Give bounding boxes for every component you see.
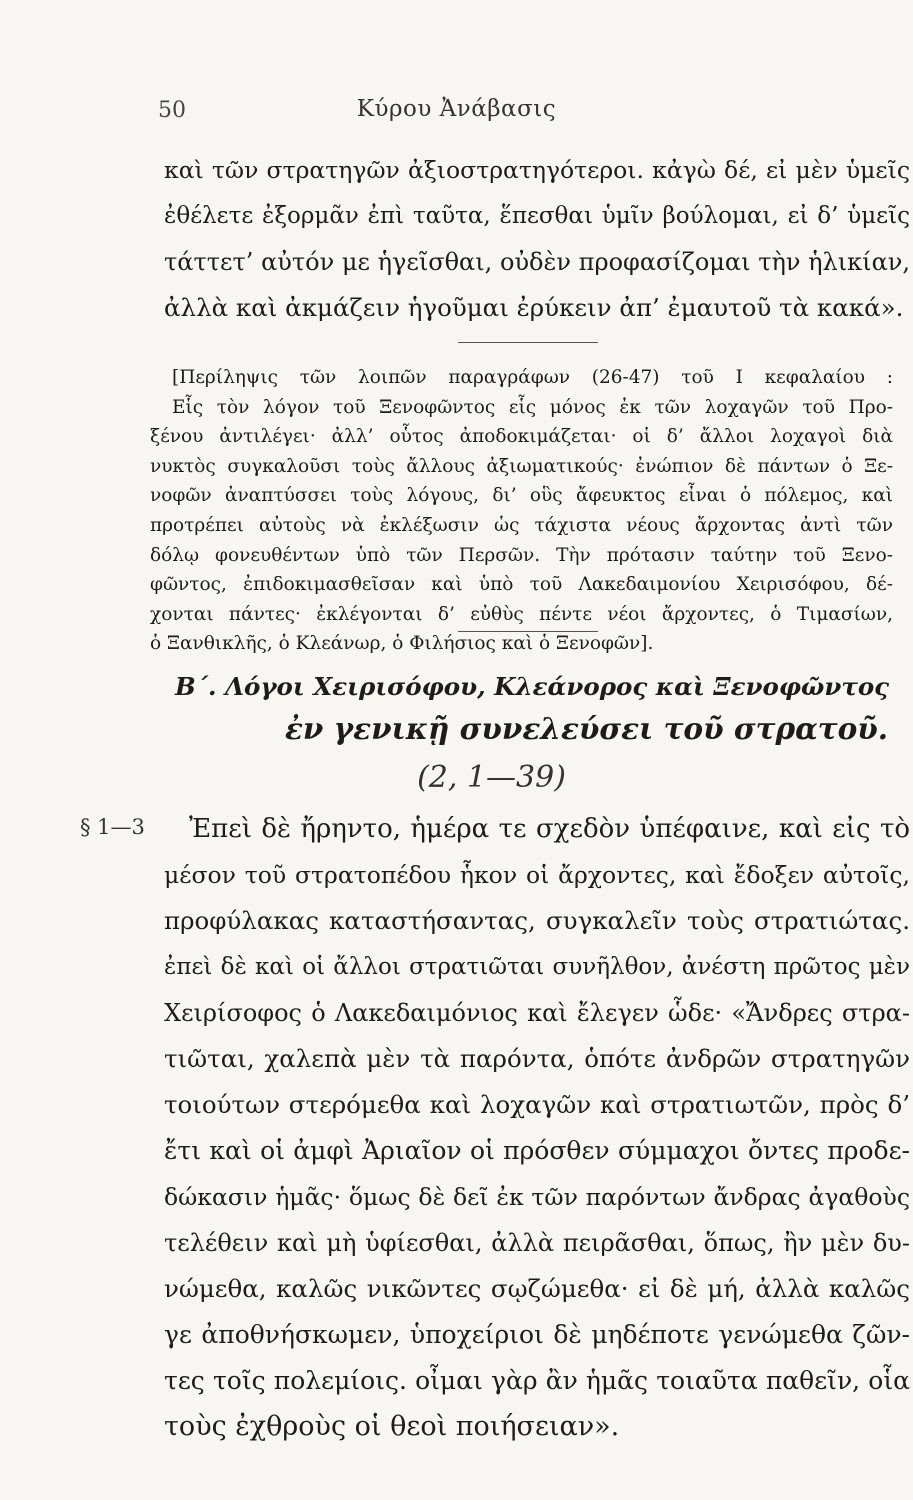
text-line: ἐπεὶ δὲ καὶ οἱ ἄλλοι στρατιῶται συνῆλθον, ἀνέστη πρῶτος μὲν [164, 954, 910, 980]
text-line: καὶ τῶν στρατηγῶν ἀξιοστρατηγότεροι. κἀγὼ δέ, εἰ μὲν ὑμεῖς [164, 156, 910, 184]
text-line: ἀλλὰ καὶ ἀκμάζειν ἡγοῦμαι ἐρύκειν ἀπ’ ἐμαυτοῦ τὰ κακά». [164, 293, 904, 322]
summary-line: χονται πάντες· ἐκλέγονται δ’ εὐθὺς πέντε νέοι ἄρχοντες, ὁ Τιμασίων, [150, 603, 893, 625]
separator-rule [458, 631, 598, 632]
main-paragraph [164, 806, 910, 1450]
summary-line: φῶντος, ἐπιδοκιμασθεῖσαν καὶ ὑπὸ τοῦ Λακεδαιμονίου Χειρισόφου, δέ- [150, 574, 893, 596]
page-number: 50 [158, 98, 186, 123]
text-line: ἐθέλετε ἐξορμᾶν ἐπὶ ταῦτα, ἕπεσθαι ὑμῖν βούλομαι, εἰ δ’ ὑμεῖς [164, 203, 910, 229]
heading-line: Β΄. Λόγοι Χειρισόφου, Κλεάνορος καὶ Ξενοφῶντος [175, 672, 890, 701]
text-line: τες τοῖς πολεμίοις. οἶμαι γὰρ ἂν ἡμᾶς τοιαῦτα παθεῖν, οἷα [164, 1366, 910, 1395]
text-line: τοιούτων στερόμεθα καὶ λοχαγῶν καὶ στρατιωτῶν, πρὸς δ’ [164, 1090, 910, 1119]
text-line: τοὺς ἐχθροὺς οἱ θεοὶ ποιήσειαν». [164, 1411, 620, 1442]
text-line: γε ἀποθνήσκωμεν, ὑποχείριοι δὲ μηδέποτε γενώμεθα ζῶν- [164, 1320, 910, 1349]
summary-line: ξένου ἀντιλέγει· ἀλλ’ οὗτος ἀποδοκιμάζεται· οἱ δ’ ἄλλοι λοχαγοὶ διὰ [150, 426, 893, 448]
summary-line: νοφῶν ἀναπτύσσει τοὺς λόγους, δι’ οὓς ἄφευκτος εἶναι ὁ πόλεμος, καὶ [150, 485, 893, 507]
text-line: νώμεθα, καλῶς νικῶντες σῳζώμεθα· εἰ δὲ μή, ἀλλὰ καλῶς [164, 1274, 910, 1303]
section-heading [175, 666, 895, 750]
text-line: Ἐπεὶ δὲ ἤρηντο, ἡμέρα τε σχεδὸν ὑπέφαινε, καὶ εἰς τὸ [189, 814, 910, 844]
text-line: δώκασιν ἡμᾶς· ὅμως δὲ δεῖ ἐκ τῶν παρόντων ἄνδρας ἀγαθοὺς [164, 1183, 910, 1211]
text-line: προφύλακας καταστήσαντας, συγκαλεῖν τοὺς στρατιώτας. [164, 906, 910, 935]
section-reference: (2, 1—39) [417, 760, 566, 795]
paragraph-marker: § 1—3 [80, 815, 145, 839]
heading-line: ἐν γενικῇ συνελεύσει τοῦ στρατοῦ. [285, 711, 889, 746]
top-paragraph [164, 147, 910, 331]
text-line: ἔτι καὶ οἱ ἀμφὶ Ἀριαῖον οἱ πρόσθεν σύμμαχοι ὄντες προδε- [164, 1136, 910, 1165]
summary-line: ὁ Ξανθικλῆς, ὁ Κλεάνωρ, ὁ Φιλήσιος καὶ ὁ Ξενοφῶν]. [150, 633, 654, 655]
text-line: τάττετ’ αὐτόν με ἡγεῖσθαι, οὐδὲν προφασίζομαι τὴν ἡλικίαν, [164, 248, 910, 276]
summary-line: νυκτὸς συγκαλοῦσι τοὺς ἄλλους ἀξιωματικούς· ἐνώπιον δὲ πάντων ὁ Ξε- [150, 455, 893, 477]
running-head: Κύρου Ἀνάβασις [356, 96, 557, 122]
chapter-summary [150, 363, 893, 659]
summary-line: δόλῳ φονευθέντων ὑπὸ τῶν Περσῶν. Τὴν πρότασιν ταύτην τοῦ Ξενο- [150, 544, 893, 566]
text-line: τιῶται, χαλεπὰ μὲν τὰ παρόντα, ὁπότε ἀνδρῶν στρατηγῶν [164, 1044, 910, 1073]
text-line: τελέθειν καὶ μὴ ὑφίεσθαι, ἀλλὰ πειρᾶσθαι, ὅπως, ἢν μὲν δυ- [164, 1229, 910, 1257]
text-line: Χειρίσοφος ὁ Λακεδαιμόνιος καὶ ἔλεγεν ὧδε· «Ἄνδρες στρα- [164, 999, 910, 1027]
separator-rule [458, 342, 598, 343]
text-line: μέσον τοῦ στρατοπέδου ἧκον οἱ ἄρχοντες, καὶ ἔδοξεν αὐτοῖς, [164, 861, 910, 889]
summary-line: προτρέπει αὐτοὺς νὰ ἐκλέξωσιν ὡς τάχιστα νέους ἄρχοντας ἀντὶ τῶν [150, 514, 893, 536]
summary-line: Εἷς τὸν λόγον τοῦ Ξενοφῶντος εἷς μόνος ἐκ τῶν λοχαγῶν τοῦ Προ- [172, 396, 893, 418]
summary-line: [Περίληψις τῶν λοιπῶν παραγράφων (26-47) τοῦ Ι κεφαλαίου : [172, 367, 893, 388]
